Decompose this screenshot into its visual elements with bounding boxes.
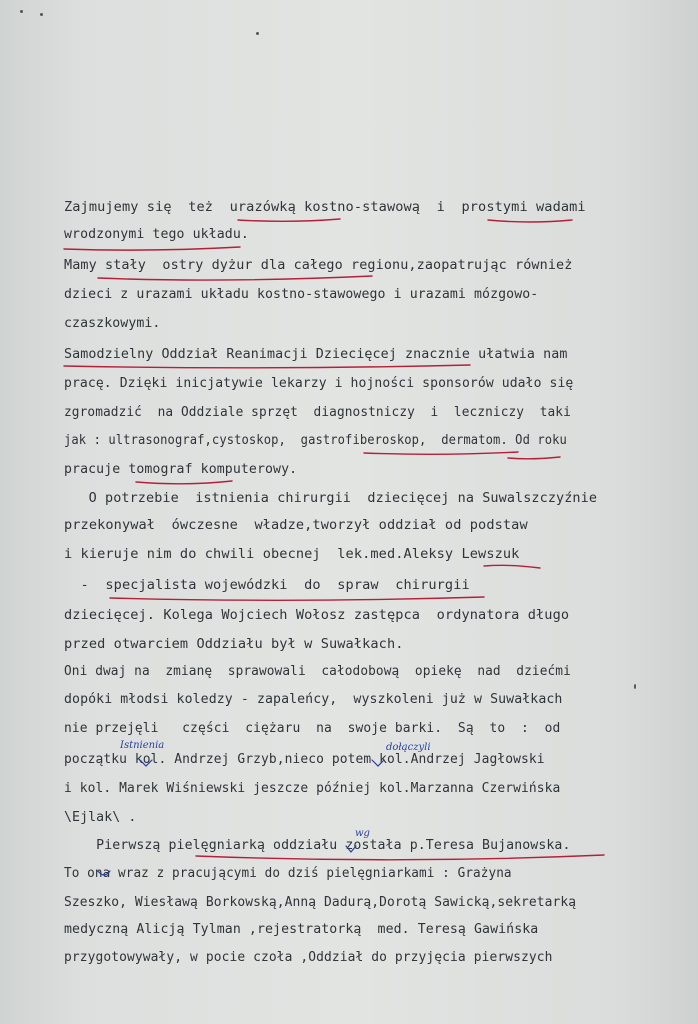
text-line: zgromadzić na Oddziale sprzęt diagnostniczy i leczniczy taki: [64, 405, 571, 420]
text-line: czaszkowymi.: [64, 316, 161, 331]
red-underline: [238, 219, 340, 221]
red-underline: [64, 247, 240, 250]
text-line: To ona wraz z pracującymi do dziś pielęgniarkami : Grażyna: [64, 866, 512, 881]
insertion-mark: [346, 846, 356, 852]
insertion-mark: [98, 871, 110, 875]
insertion-mark: [140, 760, 152, 766]
handwritten-note: dołączyli: [386, 742, 431, 753]
text-line: dopóki młodsi koledzy - zapaleńcy, wyszkoleni już w Suwałkach: [64, 692, 563, 707]
red-underline: [364, 452, 518, 454]
text-line: jak : ultrasonograf,cystoskop, gastrofiberoskop, dermatom. Od roku: [64, 433, 567, 448]
text-line: wrodzonymi tego układu.: [64, 227, 249, 242]
red-underline: [508, 457, 560, 459]
text-line: przekonywał ówczesne władze,tworzył oddział od podstaw: [64, 518, 528, 533]
handwritten-note: wg: [355, 828, 370, 839]
text-line: Pierwszą pielęgniarką oddziału została p.Teresa Bujanowska.: [64, 838, 571, 853]
text-line: dziecięcej. Kolega Wojciech Wołosz zastępca ordynatora długo: [64, 608, 570, 623]
text-line: pracuje tomograf komputerowy.: [64, 462, 298, 477]
text-line: Mamy stały ostry dyżur dla całego regionu,zaopatrując również: [64, 258, 573, 273]
text-line: Szeszko, Wiesławą Borkowską,Anną Dadurą,Dorotą Sawicką,sekretarką: [64, 895, 577, 910]
insertion-mark: [372, 760, 384, 766]
text-line: przygotowywały, w pocie czoła ,Oddział do przyjęcia pierwszych: [64, 950, 553, 965]
text-line: pracę. Dzięki inicjatywie lekarzy i hojności sponsorów udało się: [64, 376, 574, 391]
red-underline: [488, 220, 572, 222]
text-line: nie przejęli części ciężaru na swoje barki. Są to : od: [64, 721, 561, 736]
red-underline: [136, 481, 232, 484]
text-line: O potrzebie istnienia chirurgii dziecięcej na Suwalszczyźnie: [64, 491, 598, 506]
text-line: i kieruje nim do chwili obecnej lek.med.Aleksy Lewszuk: [64, 547, 520, 562]
text-line: - specjalista wojewódzki do spraw chirurgii: [64, 578, 470, 593]
text-line: \Ejlak\ .: [64, 810, 137, 825]
red-underline: [64, 365, 470, 368]
text-line: Samodzielny Oddział Reanimacji Dziecięcej znacznie ułatwia nam: [64, 347, 568, 362]
handwritten-note: Istnienia: [120, 740, 165, 751]
red-underline: [484, 565, 540, 568]
text-line: Zajmujemy się też urazówką kostno-stawową i prostymi wadami: [64, 200, 586, 215]
text-line: dzieci z urazami układu kostno-stawowego i urazami mózgowo-: [64, 287, 539, 302]
text-line: medyczną Alicją Tylman ,rejestratorką med. Teresą Gawińska: [64, 922, 539, 937]
text-line: i kol. Marek Wiśniewski jeszcze później kol.Marzanna Czerwińska: [64, 781, 561, 796]
red-underline: [110, 597, 484, 600]
text-line: Oni dwaj na zmianę sprawowali całodobową opiekę nad dziećmi: [64, 664, 571, 679]
text-line: przed otwarciem Oddziału był w Suwałkach.: [64, 637, 404, 652]
text-line: początku kol. Andrzej Grzyb,nieco potem kol.Andrzej Jagłowski: [64, 752, 545, 767]
red-underline: [196, 855, 604, 860]
red-underline: [98, 276, 372, 280]
